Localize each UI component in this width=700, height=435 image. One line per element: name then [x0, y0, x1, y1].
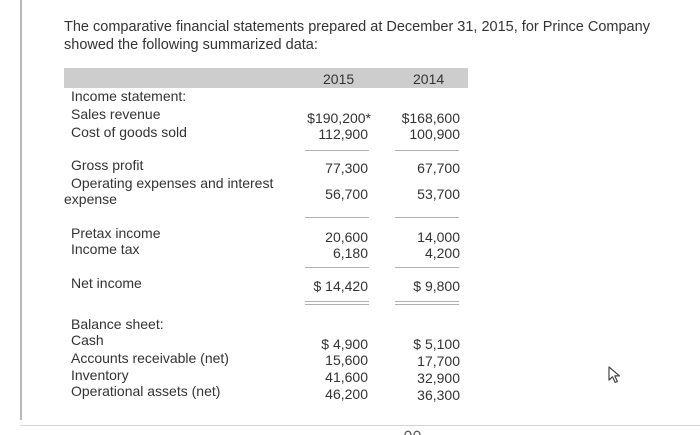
header-2014: 2014	[413, 71, 445, 87]
value-2015-accounts-receivable: 15,600	[325, 352, 368, 368]
value-2014-operational-assets: 36,300	[417, 387, 460, 403]
value-2014-operating-expenses: 53,700	[417, 186, 460, 202]
value-2014-pretax-income: 14,000	[417, 229, 460, 245]
row-label-sales-revenue: Sales revenue	[71, 106, 161, 122]
value-2015-pretax-income: 20,600	[325, 229, 368, 245]
row-label-gross-profit: Gross profit	[71, 157, 144, 173]
value-2014-cash: $ 5,100	[413, 336, 460, 352]
row-label-inventory: Inventory	[71, 367, 129, 383]
value-2015-gross-profit: 77,300	[325, 160, 368, 176]
section-income-statement: Income statement:	[71, 88, 187, 104]
cut-off-text-fragment	[403, 427, 423, 435]
intro-text: The comparative financial statements prepared at December 31, 2015, for Prince Company showed the following summarized data:	[64, 19, 650, 53]
double-underline-2015-b	[305, 304, 369, 305]
value-2015-net-income: $ 14,420	[313, 278, 368, 294]
value-2015-cash: $ 4,900	[321, 336, 368, 352]
value-2015-sales-revenue: $190,200*	[307, 110, 371, 126]
double-underline-2014-b	[395, 304, 459, 305]
underline-2015-cogs	[305, 150, 369, 151]
value-2015-operating-expenses: 56,700	[325, 186, 368, 202]
header-2015: 2015	[323, 71, 355, 87]
value-2014-inventory: 32,900	[417, 370, 460, 386]
row-label-cost-of-goods-sold: Cost of goods sold	[71, 124, 187, 140]
underline-2015-tax	[305, 267, 369, 268]
page-left-border	[20, 0, 22, 420]
value-2014-income-tax: 4,200	[424, 245, 460, 261]
value-2014-net-income: $ 9,800	[413, 278, 460, 294]
row-label-income-tax: Income tax	[71, 241, 140, 257]
value-2014-sales-revenue: $168,600	[401, 110, 460, 126]
underline-2014-tax	[395, 267, 459, 268]
double-underline-2015-a	[305, 301, 369, 302]
row-label-pretax-income: Pretax income	[71, 225, 161, 241]
value-2015-income-tax: 6,180	[332, 245, 368, 261]
row-label-operating-expenses-cont: expense	[64, 191, 117, 207]
underline-2014-opex	[395, 217, 459, 218]
page-bottom-border	[20, 425, 700, 426]
underline-2014-cogs	[395, 150, 459, 151]
value-2014-cogs: 100,900	[409, 126, 460, 142]
value-2014-accounts-receivable: 17,700	[417, 353, 460, 369]
row-label-accounts-receivable: Accounts receivable (net)	[71, 350, 229, 366]
section-balance-sheet: Balance sheet:	[71, 316, 164, 332]
underline-2015-opex	[305, 217, 369, 218]
value-2015-operational-assets: 46,200	[325, 386, 368, 402]
value-2014-gross-profit: 67,700	[417, 160, 460, 176]
mouse-pointer-icon	[608, 366, 622, 384]
value-2015-inventory: 41,600	[325, 369, 368, 385]
double-underline-2014-a	[395, 301, 459, 302]
row-label-operational-assets: Operational assets (net)	[71, 383, 221, 399]
row-label-net-income: Net income	[71, 275, 142, 291]
table-header-band	[64, 68, 468, 88]
value-2015-cogs: 112,900	[318, 126, 368, 142]
row-label-operating-expenses: Operating expenses and interest	[71, 175, 274, 191]
row-label-cash: Cash	[71, 332, 104, 348]
